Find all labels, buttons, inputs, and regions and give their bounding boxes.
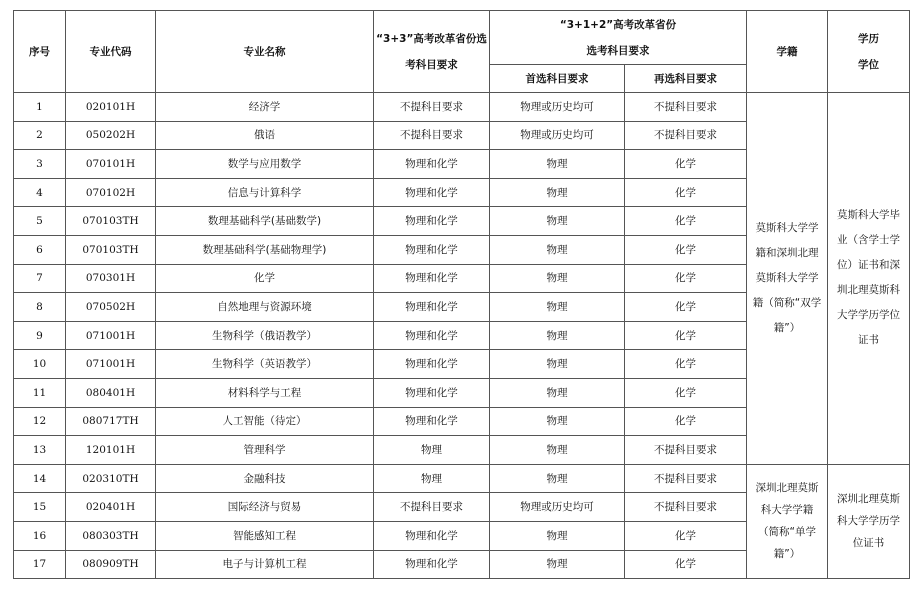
cell-first-subject: 物理 — [490, 436, 625, 465]
cell-req33: 物理和化学 — [374, 293, 490, 322]
merged-text-line: 深圳北理莫斯 — [837, 493, 901, 506]
merged-text-line: 籍”） — [773, 548, 801, 561]
merged-text-line: 籍（简称“双学 — [752, 296, 822, 309]
cell-seq: 4 — [14, 178, 66, 207]
header-code: 专业代码 — [66, 11, 156, 93]
cell-seq: 7 — [14, 264, 66, 293]
merged-text-line: 籍”） — [773, 321, 801, 334]
cell-first-subject: 物理 — [490, 407, 625, 436]
header-req312-line1: “3+1+2”高考改革省份 — [559, 18, 677, 31]
cell-name: 数理基础科学(基础数学) — [156, 207, 374, 236]
cell-req33: 物理和化学 — [374, 550, 490, 579]
header-degree-line2: 学位 — [858, 58, 880, 71]
cell-seq: 1 — [14, 93, 66, 122]
cell-code: 020401H — [66, 493, 156, 522]
cell-first-subject: 物理 — [490, 293, 625, 322]
header-req33-line2: 考科目要求 — [405, 58, 458, 71]
merged-text-line: 大学学历学位 — [837, 309, 901, 322]
merged-text-line: （简称“单学 — [758, 526, 816, 539]
header-seq: 序号 — [14, 11, 66, 93]
cell-req33: 物理和化学 — [374, 150, 490, 179]
cell-second-subject: 化学 — [625, 178, 747, 207]
cell-req33: 物理和化学 — [374, 207, 490, 236]
merged-text-line: 莫斯科大学学 — [755, 271, 819, 284]
cell-second-subject: 不提科目要求 — [625, 93, 747, 122]
cell-code: 070301H — [66, 264, 156, 293]
merged-text-line: 籍和深圳北理 — [755, 246, 819, 259]
cell-req33: 物理和化学 — [374, 235, 490, 264]
cell-req33: 不提科目要求 — [374, 93, 490, 122]
cell-code: 020101H — [66, 93, 156, 122]
cell-code: 071001H — [66, 350, 156, 379]
merged-text-line: 业（含学士学 — [837, 234, 901, 247]
merged-text-line: 深圳北理莫斯 — [755, 482, 819, 495]
cell-second-subject: 化学 — [625, 207, 747, 236]
cell-req33: 物理 — [374, 464, 490, 493]
cell-first-subject: 物理 — [490, 321, 625, 350]
cell-second-subject: 不提科目要求 — [625, 121, 747, 150]
merged-text-line: 圳北理莫斯科 — [837, 284, 901, 297]
cell-second-subject: 化学 — [625, 350, 747, 379]
table-row — [14, 93, 910, 122]
cell-req33: 物理和化学 — [374, 264, 490, 293]
cell-seq: 5 — [14, 207, 66, 236]
cell-code: 070101H — [66, 150, 156, 179]
cell-first-subject: 物理 — [490, 264, 625, 293]
cell-first-subject: 物理 — [490, 464, 625, 493]
cell-degree-group-a — [828, 93, 910, 465]
cell-name: 信息与计算科学 — [156, 178, 374, 207]
cell-first-subject: 物理 — [490, 150, 625, 179]
cell-seq: 12 — [14, 407, 66, 436]
cell-seq: 2 — [14, 121, 66, 150]
cell-status-group-b — [747, 464, 828, 578]
merged-text-line: 科大学学历学 — [837, 515, 901, 528]
header-req312 — [490, 11, 747, 65]
major-requirements-table — [13, 10, 910, 579]
header-degree-line1: 学历 — [858, 32, 880, 45]
cell-name: 智能感知工程 — [156, 521, 374, 550]
cell-second-subject: 化学 — [625, 407, 747, 436]
cell-code: 080303TH — [66, 521, 156, 550]
cell-name: 管理科学 — [156, 436, 374, 465]
merged-text-line: 位）证书和深 — [837, 259, 901, 272]
cell-req33: 物理 — [374, 436, 490, 465]
merged-text-line: 位证书 — [852, 537, 885, 550]
cell-code: 020310TH — [66, 464, 156, 493]
cell-name: 化学 — [156, 264, 374, 293]
cell-name: 数学与应用数学 — [156, 150, 374, 179]
cell-name: 人工智能（待定） — [156, 407, 374, 436]
cell-req33: 物理和化学 — [374, 321, 490, 350]
merged-text-line: 莫斯科大学学 — [755, 221, 819, 234]
cell-name: 经济学 — [156, 93, 374, 122]
cell-code: 070502H — [66, 293, 156, 322]
cell-second-subject: 化学 — [625, 235, 747, 264]
cell-seq: 10 — [14, 350, 66, 379]
cell-seq: 15 — [14, 493, 66, 522]
cell-code: 071001H — [66, 321, 156, 350]
cell-name: 国际经济与贸易 — [156, 493, 374, 522]
cell-name: 电子与计算机工程 — [156, 550, 374, 579]
header-status: 学籍 — [747, 11, 828, 93]
cell-req33: 物理和化学 — [374, 407, 490, 436]
header-req312-line2: 选考科目要求 — [586, 44, 650, 57]
cell-status-group-a — [747, 93, 828, 465]
merged-text-line: 证书 — [858, 334, 880, 347]
cell-name: 生物科学（俄语教学） — [156, 321, 374, 350]
cell-code: 070102H — [66, 178, 156, 207]
cell-second-subject: 化学 — [625, 521, 747, 550]
cell-code: 120101H — [66, 436, 156, 465]
header-name: 专业名称 — [156, 11, 374, 93]
cell-second-subject: 不提科目要求 — [625, 436, 747, 465]
header-first-subject: 首选科目要求 — [490, 65, 625, 93]
cell-name: 金融科技 — [156, 464, 374, 493]
header-degree — [828, 11, 910, 93]
cell-name: 自然地理与资源环境 — [156, 293, 374, 322]
cell-second-subject: 化学 — [625, 150, 747, 179]
cell-first-subject: 物理 — [490, 550, 625, 579]
cell-code: 080909TH — [66, 550, 156, 579]
cell-code: 080401H — [66, 378, 156, 407]
cell-code: 080717TH — [66, 407, 156, 436]
cell-req33: 物理和化学 — [374, 350, 490, 379]
merged-text-line: 莫斯科大学毕 — [837, 209, 901, 222]
cell-code: 070103TH — [66, 207, 156, 236]
cell-name: 俄语 — [156, 121, 374, 150]
merged-text-line: 科大学学籍 — [760, 504, 814, 517]
table-row — [14, 464, 910, 493]
header-req33 — [374, 11, 490, 93]
cell-seq: 11 — [14, 378, 66, 407]
cell-seq: 9 — [14, 321, 66, 350]
table-body — [14, 93, 910, 579]
cell-second-subject: 不提科目要求 — [625, 493, 747, 522]
cell-first-subject: 物理 — [490, 521, 625, 550]
cell-req33: 物理和化学 — [374, 178, 490, 207]
cell-req33: 不提科目要求 — [374, 121, 490, 150]
major-table-wrapper — [13, 10, 910, 579]
cell-name: 材料科学与工程 — [156, 378, 374, 407]
cell-second-subject: 不提科目要求 — [625, 464, 747, 493]
cell-seq: 17 — [14, 550, 66, 579]
cell-second-subject: 化学 — [625, 293, 747, 322]
cell-first-subject: 物理 — [490, 235, 625, 264]
cell-second-subject: 化学 — [625, 321, 747, 350]
cell-first-subject: 物理或历史均可 — [490, 93, 625, 122]
cell-req33: 不提科目要求 — [374, 493, 490, 522]
cell-first-subject: 物理 — [490, 350, 625, 379]
cell-code: 070103TH — [66, 235, 156, 264]
cell-first-subject: 物理或历史均可 — [490, 121, 625, 150]
cell-seq: 3 — [14, 150, 66, 179]
cell-first-subject: 物理 — [490, 207, 625, 236]
cell-seq: 14 — [14, 464, 66, 493]
header-second-subject: 再选科目要求 — [625, 65, 747, 93]
cell-first-subject: 物理 — [490, 178, 625, 207]
cell-name: 生物科学（英语教学） — [156, 350, 374, 379]
cell-second-subject: 化学 — [625, 378, 747, 407]
cell-first-subject: 物理或历史均可 — [490, 493, 625, 522]
cell-seq: 6 — [14, 235, 66, 264]
cell-second-subject: 化学 — [625, 264, 747, 293]
header-req33-line1: “3+3”高考改革省份选 — [376, 32, 487, 45]
cell-second-subject: 化学 — [625, 550, 747, 579]
cell-first-subject: 物理 — [490, 378, 625, 407]
cell-code: 050202H — [66, 121, 156, 150]
cell-degree-group-b — [828, 464, 910, 578]
cell-seq: 8 — [14, 293, 66, 322]
cell-req33: 物理和化学 — [374, 378, 490, 407]
cell-seq: 16 — [14, 521, 66, 550]
cell-seq: 13 — [14, 436, 66, 465]
cell-name: 数理基础科学(基础物理学) — [156, 235, 374, 264]
cell-req33: 物理和化学 — [374, 521, 490, 550]
